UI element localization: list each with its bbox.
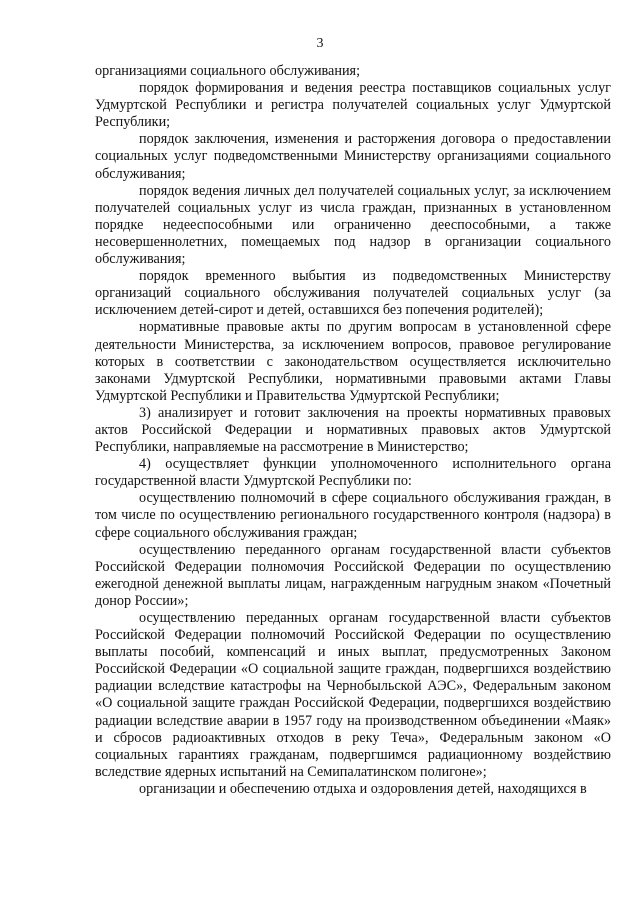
paragraph: осуществлению переданных органам государственной власти субъектов Российской Федерации полномочий Российской Федерации по осуществлению выплаты пособий, компенсаций и иных выплат, предусмотренных Законом Российской Федерации «О социальной защите граждан, подвергшихся воздействию радиации вследствие катастрофы на Чернобыльской АЭС», Федеральным законом «О социальной защите граждан Российской Федерации, подвергшихся воздействию радиации вследствие аварии в 1957 году на производственном объединении «Маяк» и сбросов радиоактивных отходов в реку Теча», Федеральным законом «О социальных гарантиях гражданам, подвергшимся радиационному воздействию вследствие ядерных испытаний на Семипалатинском полигоне»; bbox=[95, 610, 611, 780]
paragraph: организациями социального обслуживания; bbox=[95, 63, 361, 79]
paragraph: порядок заключения, изменения и расторжения договора о предоставлении социальных услуг подведомственными Министерству организациями социального обслуживания; bbox=[95, 131, 611, 182]
paragraph: организации и обеспечению отдыха и оздоровления детей, находящихся в bbox=[139, 780, 587, 797]
paragraph: осуществлению полномочий в сфере социального обслуживания граждан, в том числе по осуществлению регионального государственного контроля (надзора) в сфере социального обслуживания граждан; bbox=[95, 490, 611, 541]
paragraph: 3) анализирует и готовит заключения на проекты нормативных правовых актов Российской Федерации и нормативных правовых актов Удмуртской Республики, направляемые на рассмотрение в Министерство; bbox=[95, 404, 611, 456]
document-body bbox=[95, 63, 611, 798]
paragraph: порядок формирования и ведения реестра поставщиков социальных услуг Удмуртской Республики и регистра получателей социальных услуг Удмуртской Республики; bbox=[95, 80, 611, 131]
paragraph: нормативные правовые акты по другим вопросам в установленной сфере деятельности Министерства, за исключением вопросов, правовое регулирование которых в соответствии с законодательством осуществляется исключительно законами Удмуртской Республики, нормативными правовыми актами Главы Удмуртской Республики и Правительства Удмуртской Республики; bbox=[95, 319, 611, 404]
paragraph: осуществлению переданного органам государственной власти субъектов Российской Федерации полномочия Российской Федерации по осуществлению ежегодной денежной выплаты лицам, награжденным нагрудным знаком «Почетный донор России»; bbox=[95, 541, 611, 609]
paragraph: порядок временного выбытия из подведомственных Министерству организаций социального обслуживания получателей социальных услуг (за исключением детей-сирот и детей, оставшихся без попечения родителей); bbox=[95, 268, 611, 319]
paragraph: порядок ведения личных дел получателей социальных услуг, за исключением получателей социальных услуг из числа граждан, признанных в установленном порядке недееспособными или ограниченно дееспособными, а также несовершеннолетних, помещаемых под надзор в организации социального обслуживания; bbox=[95, 182, 611, 268]
page-number: 3 bbox=[316, 36, 324, 51]
paragraph: 4) осуществляет функции уполномоченного исполнительного органа государственной власти Удмуртской Республики по: bbox=[95, 456, 611, 490]
